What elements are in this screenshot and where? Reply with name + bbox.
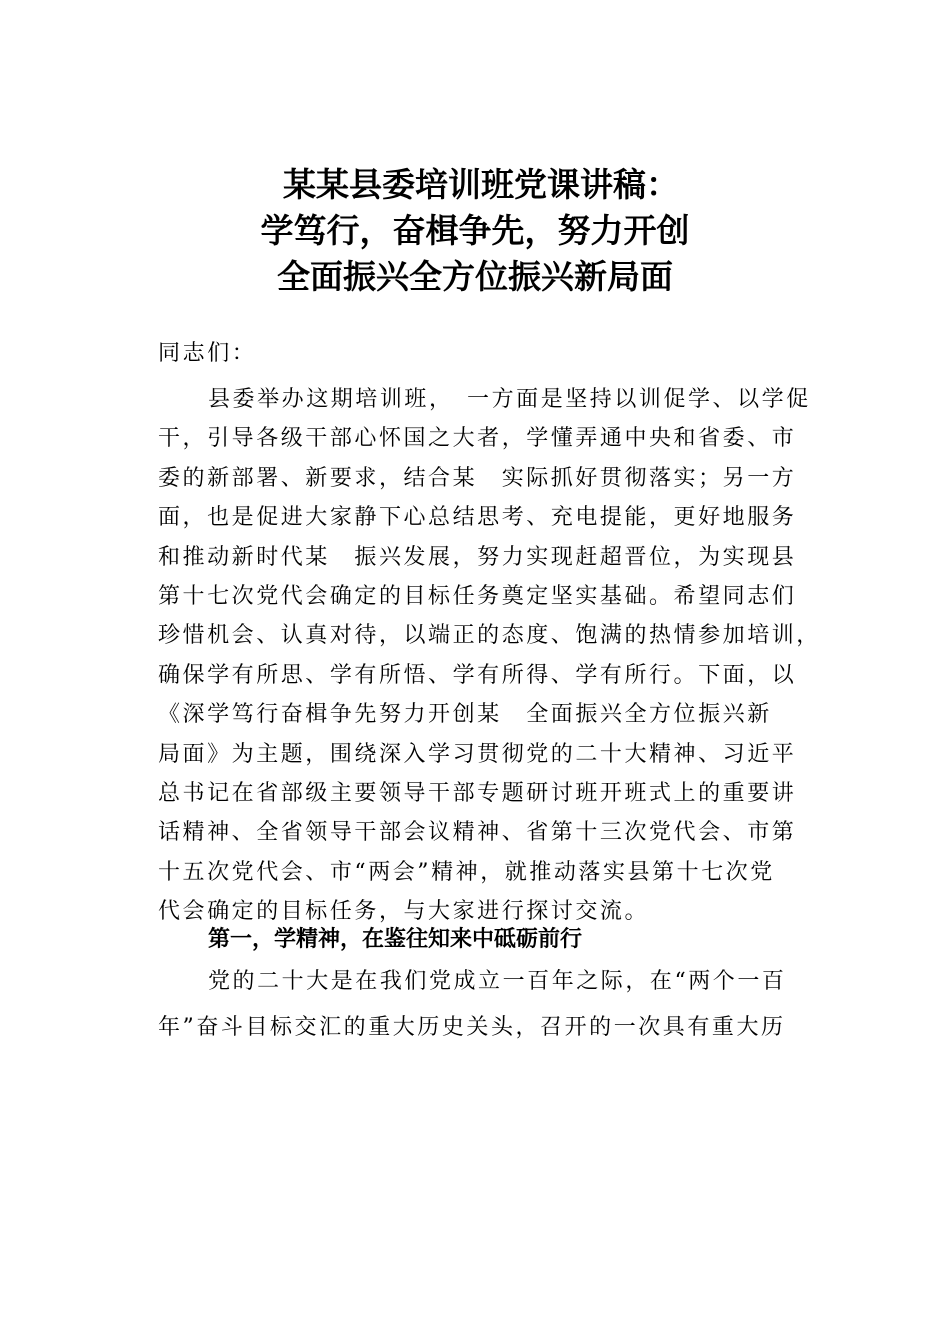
paragraph-line: 《深学笃行奋楫争先努力开创某 全面振兴全方位振兴新 [158, 702, 772, 728]
paragraph-line: 总书记在省部级主要领导干部专题研讨班开班式上的重要讲 [158, 780, 797, 806]
paragraph-line: 代会确定的目标任务，与大家进行探讨交流。 [158, 899, 650, 925]
title-line-1: 某某县委培训班党课讲稿： [283, 165, 679, 204]
paragraph-line: 干，引导各级干部心怀国之大者，学懂弄通中央和省委、市 [158, 426, 797, 452]
paragraph-line: 话精神、全省领导干部会议精神、省第十三次党代会、市第 [158, 820, 797, 846]
paragraph-line: 面，也是促进大家静下心总结思考、充电提能，更好地服务 [158, 505, 797, 531]
paragraph-line: 十五次党代会、市“两会”精神，就推动落实县第十七次党 [158, 859, 775, 885]
paragraph-line: 年”奋斗目标交汇的重大历史关头，召开的一次具有重大历 [158, 1015, 786, 1040]
paragraph-line: 党的二十大是在我们党成立一百年之际，在“两个一百 [208, 969, 787, 994]
paragraph-2 [158, 962, 838, 1054]
title-line-3: 全面振兴全方位振兴新局面 [277, 257, 673, 296]
paragraph-line: 第十七次党代会确定的目标任务奠定坚实基础。希望同志们 [158, 583, 797, 609]
paragraph-line: 委的新部署、新要求，结合某 实际抓好贯彻落实；另一方 [158, 465, 797, 491]
paragraph-line: 和推动新时代某 振兴发展，努力实现赶超晋位，为实现县 [158, 544, 797, 570]
title-line-2: 学笃行，奋楫争先，努力开创 [260, 211, 690, 250]
document-title [0, 162, 950, 300]
paragraph-1 [158, 380, 838, 931]
section-heading: 第一，学精神，在鉴往知来中砥砺前行 [208, 927, 583, 952]
paragraph-line: 县委举办这期培训班， 一方面是坚持以训促学、以学促 [208, 387, 811, 412]
paragraph-line: 确保学有所思、学有所悟、学有所得、学有所行。下面，以 [158, 662, 797, 688]
paragraph-line: 珍惜机会、认真对待，以端正的态度、饱满的热情参加培训， [158, 623, 821, 649]
paragraph-line: 局面》为主题，围绕深入学习贯彻党的二十大精神、习近平 [158, 741, 797, 767]
salutation: 同志们： [158, 341, 257, 366]
